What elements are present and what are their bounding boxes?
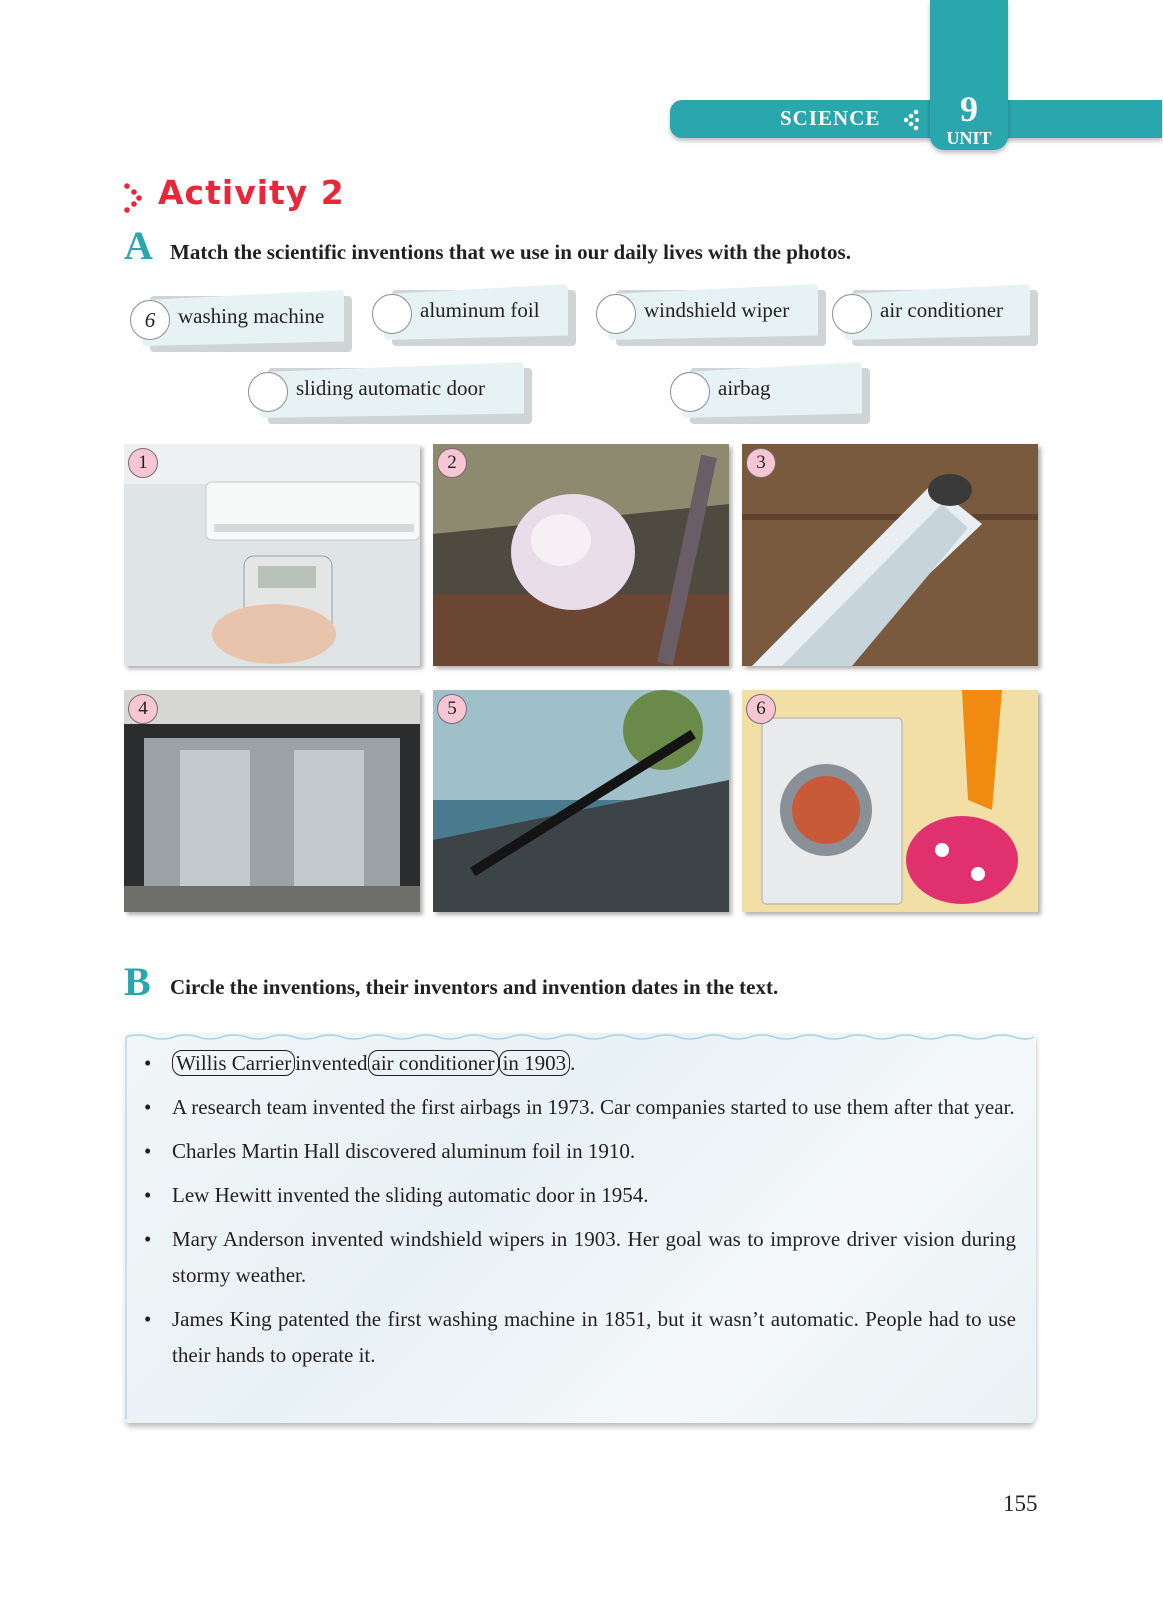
photo-airbag [433,444,729,666]
match-option [142,290,344,346]
bullet: • [144,1183,152,1207]
match-option [260,362,524,418]
reading-text-box [124,1033,1036,1423]
list-item[interactable] [136,1221,1016,1293]
unit-number: 9 [960,89,978,129]
option-label: air conditioner [880,298,1004,322]
bullet: • [144,1307,152,1331]
match-option [608,284,818,340]
option-label: washing machine [178,304,325,328]
dots-decoration-icon [904,109,920,131]
item-text: Mary Anderson invented windshield wipers in 1903. Her goal was to improve driver vision during stormy weather. [172,1227,1016,1287]
activity-title: Activity 2 [158,173,345,212]
answer-input[interactable] [596,294,636,334]
list-item[interactable] [136,1301,1016,1373]
unit-ribbon [670,100,1162,138]
photo-number: 6 [746,694,776,724]
subject-label: SCIENCE [780,106,881,130]
example-end: . [570,1051,576,1075]
list-item [136,1045,1016,1081]
bullet: • [144,1139,152,1163]
photo-washing-machine [742,690,1038,912]
match-option [844,284,1030,340]
photo-air-conditioner [124,444,420,666]
section-b-letter: B [124,959,151,1004]
answer-input[interactable]: 6 [130,300,170,340]
unit-label: UNIT [946,128,992,148]
answer-input[interactable] [372,294,412,334]
photo-number: 1 [128,448,158,478]
example-verb: invented [295,1051,368,1075]
item-text: A research team invented the first airbags in 1973. Car companies started to use them after that year. [172,1095,1015,1119]
section-a-letter: A [124,223,153,268]
bullet: • [144,1095,152,1119]
list-item[interactable] [136,1089,1016,1125]
page-number: 155 [1003,1491,1038,1516]
photo-number: 4 [128,694,158,724]
photo-number: 5 [437,694,467,724]
answer-input[interactable] [832,294,872,334]
photo-number: 3 [746,448,776,478]
inventions-list [136,1045,1016,1381]
unit-tab [930,0,1008,150]
circled-date: in 1903 [499,1050,571,1076]
answer-input[interactable] [670,372,710,412]
bullet: • [144,1227,152,1251]
item-text: Lew Hewitt invented the sliding automatic door in 1954. [172,1183,649,1207]
activity-dots-icon [124,183,142,213]
bullet: • [144,1051,152,1075]
photo-windshield-wiper [433,690,729,912]
photo-sliding-door [124,690,420,912]
answer-input[interactable] [248,372,288,412]
section-b-instruction: Circle the inventions, their inventors and invention dates in the text. [170,975,779,999]
item-text: Charles Martin Hall discovered aluminum foil in 1910. [172,1139,636,1163]
photo-aluminum-foil [742,444,1038,666]
option-label: windshield wiper [644,298,790,322]
match-option [384,284,568,340]
photo-number: 2 [437,448,467,478]
section-a-instruction: Match the scientific inventions that we use in our daily lives with the photos. [170,240,851,264]
item-text: James King patented the first washing machine in 1851, but it wasn’t automatic. People had to use their hands to operate it. [172,1307,1016,1367]
option-label: sliding automatic door [296,376,485,400]
circled-invention: air conditioner [368,1050,499,1076]
list-item[interactable] [136,1133,1016,1169]
option-label: aluminum foil [420,298,540,322]
match-option [682,362,862,418]
circled-inventor: Willis Carrier [172,1050,295,1076]
option-label: airbag [718,376,771,400]
list-item[interactable] [136,1177,1016,1213]
